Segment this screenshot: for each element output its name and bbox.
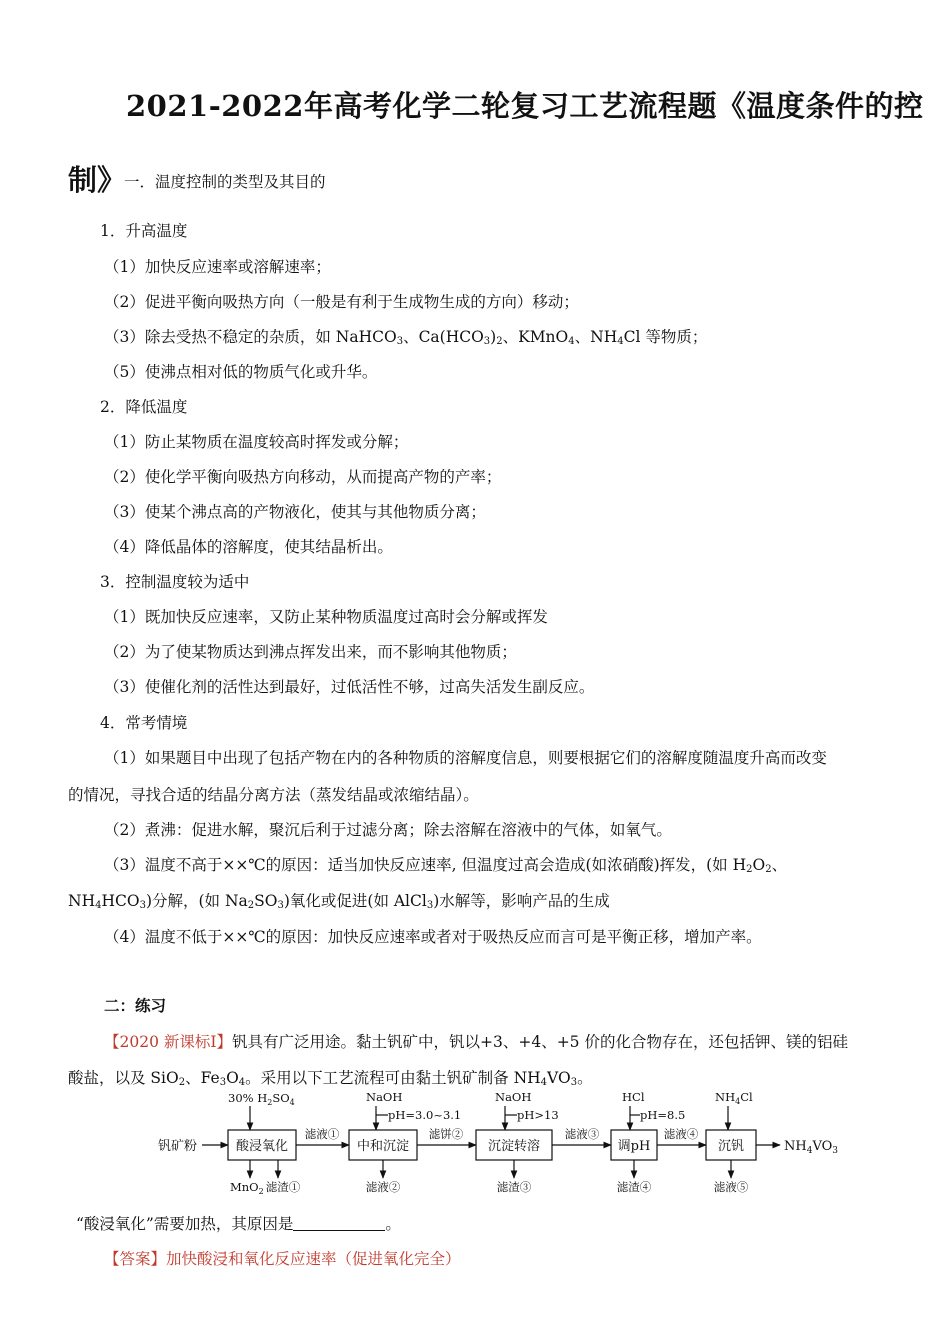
paragraph: $NH_4HCO_3$)分解，(如 $Na_2SO_3$)氧化或促进(如 AlCl$_3$)水解等，影响产品的生成 bbox=[68, 892, 610, 911]
list-item: （1）既加快反应速率，又防止某种物质温度过高时会分解或挥发 bbox=[104, 608, 548, 626]
process-flow-diagram bbox=[150, 1090, 850, 1200]
list-item: （3）除去受热不稳定的杂质，如 NaHCO$_3$、$Ca(HCO_3)_2$、KMnO$_4$、$NH_4Cl$ 等物质； bbox=[104, 328, 708, 347]
byproduct-label: 滤渣④ bbox=[616, 1180, 652, 1194]
answer-tag: 【答案】 bbox=[104, 1250, 167, 1268]
list-item: （1）加快反应速率或溶解速率； bbox=[104, 258, 331, 276]
flow-output-label: $NH_4VO_3$ bbox=[784, 1139, 839, 1156]
reagent-label: NaOH bbox=[495, 1090, 532, 1104]
stream-label: 滤液④ bbox=[663, 1127, 699, 1141]
list-item: （3）使某个沸点高的产物液化，使其与其他物质分离； bbox=[104, 503, 486, 521]
paragraph: （1）如果题目中出现了包括产物在内的各种物质的溶解度信息，则要根据它们的溶解度随温度升高而改变 bbox=[104, 749, 827, 767]
list-item: （1）防止某物质在温度较高时挥发或分解； bbox=[104, 433, 409, 451]
answer-line bbox=[104, 1247, 461, 1269]
stream-label: 滤液③ bbox=[564, 1127, 600, 1141]
question-text: 【2020 新课标Ⅰ】钒具有广泛用途。黏土钒矿中，钒以+3、+4、+5 价的化合物存在，还包括钾、镁的铝硅 bbox=[104, 1033, 848, 1051]
question-source-tag: 【2020 新课标Ⅰ】 bbox=[104, 1033, 232, 1051]
byproduct-label: 滤液⑤ bbox=[713, 1180, 749, 1194]
stream-label: 滤饼② bbox=[428, 1127, 464, 1141]
byproduct-label: 滤液② bbox=[365, 1180, 401, 1194]
flow-box-label: 酸浸氧化 bbox=[235, 1139, 289, 1154]
condition-label: pH=3.0~3.1 bbox=[388, 1108, 462, 1122]
reagent-label: NaOH bbox=[366, 1090, 403, 1104]
doc-title-line1: 2021-2022年高考化学二轮复习工艺流程题《温度条件的控 bbox=[126, 89, 924, 123]
flow-box-label: 中和沉淀 bbox=[356, 1139, 410, 1154]
paragraph: （4）温度不低于××℃的原因：加快反应速率或者对于吸热反应而言可是平衡正移，增加产率。 bbox=[104, 928, 762, 946]
list-item: （2）使化学平衡向吸热方向移动，从而提高产物的产率； bbox=[104, 468, 502, 486]
flow-box-label: 沉钒 bbox=[717, 1139, 745, 1154]
list-item: （4）降低晶体的溶解度，使其结晶析出。 bbox=[104, 538, 393, 556]
heading-moderate-temp: 3．控制温度较为适中 bbox=[100, 573, 250, 591]
flow-box-label: 沉淀转溶 bbox=[487, 1139, 541, 1154]
paragraph: （2）煮沸：促进水解，聚沉后利于过滤分离；除去溶解在溶液中的气体，如氧气。 bbox=[104, 821, 672, 839]
reagent-label: 30% $H_2SO_4$ bbox=[228, 1091, 295, 1107]
heading-common-scenarios: 4．常考情境 bbox=[100, 714, 188, 732]
question-text: 酸盐，以及 SiO$_2$、$Fe_3O_4$。采用以下工艺流程可由黏土钒矿制备 $NH_4VO_3$。 bbox=[68, 1069, 593, 1088]
list-item: （5）使沸点相对低的物质气化或升华。 bbox=[104, 363, 378, 381]
heading-lower-temp: 2．降低温度 bbox=[100, 398, 188, 416]
byproduct-label: 滤渣① bbox=[265, 1180, 301, 1194]
paragraph: （3）温度不高于××℃的原因：适当加快反应速率, 但温度过高会造成(如浓硝酸)挥发，(如 $H_2O_2$、 bbox=[104, 856, 788, 875]
section-heading-1: 一．温度控制的类型及其目的 bbox=[124, 173, 326, 191]
answer-blank bbox=[293, 1216, 385, 1231]
reagent-label: $NH_4Cl$ bbox=[715, 1090, 753, 1106]
stream-label: 滤液① bbox=[304, 1127, 340, 1141]
reagent-label: HCl bbox=[622, 1090, 645, 1104]
condition-label: pH=8.5 bbox=[640, 1108, 686, 1122]
flow-box-label: 调pH bbox=[617, 1139, 651, 1154]
answer-text: 加快酸浸和氧化反应速率（促进氧化完全） bbox=[166, 1250, 461, 1268]
section-heading-2: 二：练习 bbox=[104, 996, 167, 1015]
byproduct-label: MnO$_2$ bbox=[230, 1180, 264, 1196]
paragraph: 的情况，寻找合适的结晶分离方法（蒸发结晶或浓缩结晶）。 bbox=[68, 786, 479, 804]
condition-label: pH>13 bbox=[517, 1108, 559, 1122]
list-item: （2）促进平衡向吸热方向（一般是有利于生成物生成的方向）移动； bbox=[104, 293, 579, 311]
list-item: （2）为了使某物质达到沸点挥发出来，而不影响其他物质； bbox=[104, 643, 517, 661]
byproduct-label: 滤渣③ bbox=[496, 1180, 532, 1194]
doc-title-line2: 制》 bbox=[68, 163, 127, 197]
list-item: （3）使催化剂的活性达到最好，过低活性不够，过高失活发生副反应。 bbox=[104, 678, 595, 696]
question-prompt: “酸浸氧化”需要加热，其原因是 。 bbox=[76, 1215, 401, 1233]
heading-raise-temp: 1．升高温度 bbox=[100, 222, 188, 240]
flow-input-label: 钒矿粉 bbox=[158, 1139, 198, 1154]
